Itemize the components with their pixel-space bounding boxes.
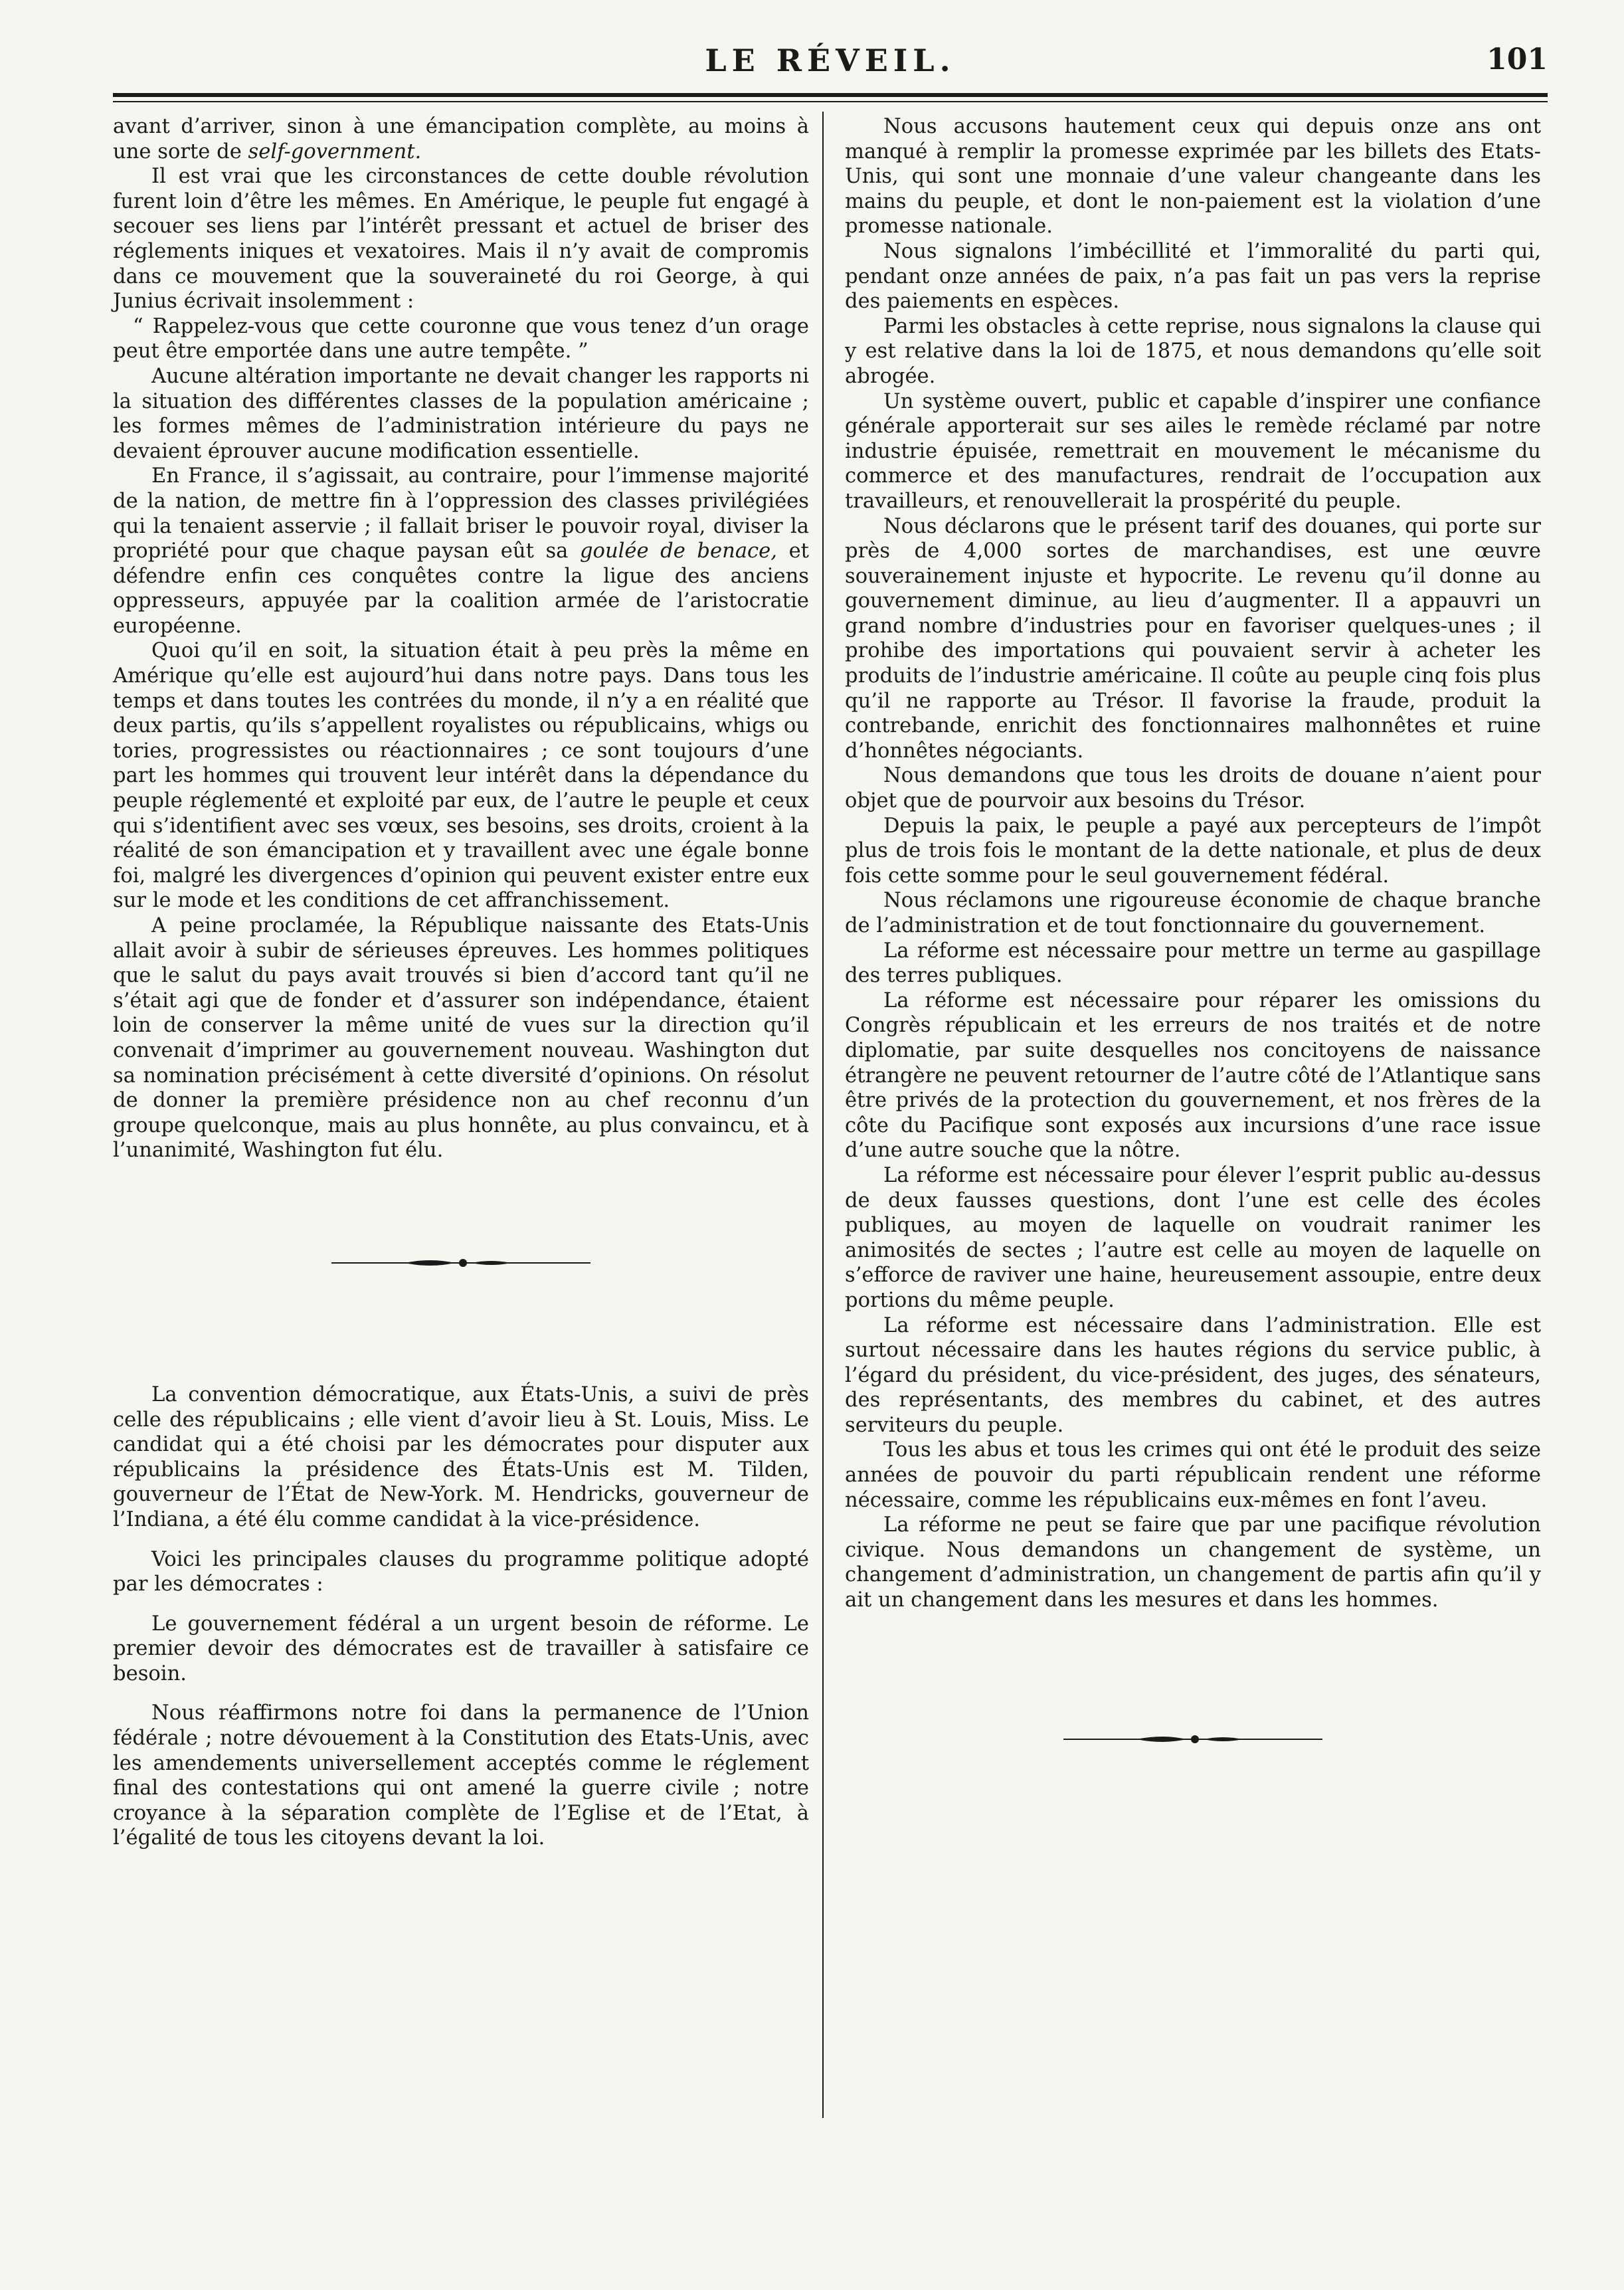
paragraph: Nous réaffirmons notre foi dans la permanence de l’Union fédérale ; notre dévouement à la Constitution des Etats-Unis, avec les amendements universellement acceptés comme le réglement final des contestations qui ont amené la guerre civile ; notre croyance à la séparation complète de l’Eglise et de l’Etat, à l’égalité de tous les citoyens devant la loi. bbox=[113, 1701, 809, 1850]
paragraph: avant d’arriver, sinon à une émancipation complète, au moins à une sorte de self-government. bbox=[113, 115, 809, 163]
section-ornament bbox=[331, 1256, 590, 1270]
paragraph: Le gouvernement fédéral a un urgent besoin de réforme. Le premier devoir des démocrates est de travailler à satisfaire ce besoin. bbox=[113, 1612, 809, 1685]
header-rule-thick bbox=[113, 93, 1548, 97]
column-divider bbox=[822, 112, 824, 2118]
paragraph: Nous demandons que tous les droits de douane n’aient pour objet que de pourvoir aux besoins du Trésor. bbox=[845, 764, 1541, 813]
paragraph: La réforme ne peut se faire que par une pacifique révolution civique. Nous demandons un changement de système, un changement d’administration, un changement de partis afin qu’il y ait un changement dans les mesures et dans les hommes. bbox=[845, 1513, 1541, 1612]
paragraph: La réforme est nécessaire pour mettre un terme au gaspillage des terres publiques. bbox=[845, 939, 1541, 988]
paragraph: Parmi les obstacles à cette reprise, nous signalons la clause qui y est relative dans la loi de 1875, et nous demandons qu’elle soit abrogée. bbox=[845, 314, 1541, 388]
end-ornament bbox=[1063, 1733, 1322, 1746]
left-column bbox=[113, 114, 809, 1851]
paragraph: Nous signalons l’imbécillité et l’immoralité du parti qui, pendant onze années de paix, n’a pas fait un pas vers la reprise des paiements en espèces. bbox=[845, 239, 1541, 314]
paragraph: Tous les abus et tous les crimes qui ont été le produit des seize années de pouvoir du parti républicain rendent une réforme nécessaire, comme les républicains eux-mêmes en font l’aveu. bbox=[845, 1438, 1541, 1512]
paragraph: Il est vrai que les circonstances de cette double révolution furent loin d’être les mêmes. En Amérique, le peuple fut engagé à secouer ses liens par l’intérêt pressant et actuel de briser des réglements iniques et vexatoires. Mais il n’y avait de compromis dans ce mouvement que la souveraineté du roi George, à qui Junius écrivait insolemment : bbox=[113, 165, 809, 314]
journal-title: LE RÉVEIL. bbox=[705, 43, 956, 78]
paragraph: Quoi qu’il en soit, la situation était à peu près la même en Amérique qu’elle est aujourd’hui dans notre pays. Dans tous les temps et dans toutes les contrées du monde, il n’y a en réalité que deux partis, qu’ils s’appellent royalistes ou républicains, whigs ou tories, progressistes ou réactionnaires ; ce sont toujours d’une part les hommes qui trouvent leur intérêt dans la dépendance du peuple réglementé et exploité par eux, de l’autre le peuple et ceux qui s’identifient avec ses vœux, ses besoins, ses droits, croient à la réalité de son émancipation et y travaillent avec une égale bonne foi, malgré les divergences d’opinion qui peuvent exister entre eux sur le mode et les conditions de cet affranchissement. bbox=[113, 639, 809, 913]
paragraph: La réforme est nécessaire dans l’administration. Elle est surtout nécessaire dans les hautes régions du service public, à l’égard du président, du vice-président, des juges, des sénateurs, des représentants, des membres du cabinet, et des autres serviteurs du peuple. bbox=[845, 1313, 1541, 1437]
paragraph: En France, il s’agissait, au contraire, pour l’immense majorité de la nation, de mettre fin à l’oppression des classes privilégiées qui la tenaient asservie ; il fallait briser le pouvoir royal, diviser la propriété pour que chaque paysan eût sa goulée de benace, et défendre enfin ces conquêtes contre la ligue des anciens oppresseurs, appuyée par la coalition armée de l’aristocratie européenne. bbox=[113, 464, 809, 638]
paragraph: Nous déclarons que le présent tarif des douanes, qui porte sur près de 4,000 sortes de marchandises, est une œuvre souverainement injuste et hypocrite. Le revenu qu’il donne au gouvernement diminue, au lieu d’augmenter. Il a appauvri un grand nombre d’industries pour en favoriser quelques-unes ; il prohibe des importations qui pouvaient servir à acheter les produits de l’industrie américaine. Il coûte au peuple cinq fois plus qu’il ne rapporte au Trésor. Il favorise la fraude, produit la contrebande, enrichit des fonctionnaires malhonnêtes et ruine d’honnêtes négociants. bbox=[845, 514, 1541, 763]
paragraph: Un système ouvert, public et capable d’inspirer une confiance générale apporterait sur ses ailes le remède réclamé par notre industrie épuisée, remettrait en mouvement le mécanisme du commerce et des manufactures, rendrait de l’occupation aux travailleurs, et renouvellerait la prospérité du peuple. bbox=[845, 389, 1541, 513]
right-column bbox=[845, 114, 1541, 1746]
paragraph: Nous accusons hautement ceux qui depuis onze ans ont manqué à remplir la promesse exprimée par les billets des Etats-Unis, qui sont une monnaie d’une valeur changeante dans les mains du peuple, et dont le non-paiement est la violation d’une promesse nationale. bbox=[845, 115, 1541, 239]
paragraph: Depuis la paix, le peuple a payé aux percepteurs de l’impôt plus de trois fois le montant de la dette nationale, et plus de deux fois cette somme pour le seul gouvernement fédéral. bbox=[845, 814, 1541, 888]
quotation: “ Rappelez-vous que cette couronne que vous tenez d’un orage peut être emportée dans une autre tempête. ” bbox=[113, 314, 809, 363]
paragraph: Nous réclamons une rigoureuse économie de chaque branche de l’administration et de tout fonctionnaire du gouvernement. bbox=[845, 889, 1541, 937]
header-rule-thin bbox=[113, 101, 1548, 102]
page-number: 101 bbox=[1487, 43, 1548, 76]
running-head bbox=[113, 33, 1548, 93]
paragraph: A peine proclamée, la République naissante des Etats-Unis allait avoir à subir de sérieuses épreuves. Les hommes politiques que le salut du pays avait trouvés si bien d’accord tant qu’il ne s’était agi que de fonder et d’assurer son indépendance, étaient loin de conserver la même unité de vues sur la direction qu’il convenait d’imprimer au gouvernement nouveau. Washington dut sa nomination précisément à cette diversité d’opinions. On résolut de donner la première présidence non au chef reconnu d’un groupe quelconque, mais au plus honnête, au plus convaincu, et à l’unanimité, Washington fut élu. bbox=[113, 914, 809, 1163]
paragraph: La réforme est nécessaire pour élever l’esprit public au-dessus de deux fausses questions, dont l’une est celle des écoles publiques, au moyen de laquelle on voudrait ranimer les animosités de sectes ; l’autre est celle au moyen de laquelle on s’efforce de raviver une haine, heureusement assoupie, entre deux portions du même peuple. bbox=[845, 1163, 1541, 1312]
paragraph: Aucune altération importante ne devait changer les rapports ni la situation des différentes classes de la population américaine ; les formes mêmes de l’administration intérieure du pays ne devaient éprouver aucune modification essentielle. bbox=[113, 364, 809, 463]
paragraph: La convention démocratique, aux États-Unis, a suivi de près celle des républicains ; elle vient d’avoir lieu à St. Louis, Miss. Le candidat qui a été choisi par les démocrates pour disputer aux républicains la présidence des États-Unis est M. Tilden, gouverneur de l’État de New-York. M. Hendricks, gouverneur de l’Indiana, a été élu comme candidat à la vice-présidence. bbox=[113, 1383, 809, 1531]
paragraph: Voici les principales clauses du programme politique adopté par les démocrates : bbox=[113, 1547, 809, 1596]
paragraph: La réforme est nécessaire pour réparer les omissions du Congrès républicain et les erreurs de nos traités et de notre diplomatie, par suite desquelles nos concitoyens de naissance étrangère ne peuvent retourner de l’autre côté de l’Atlantique sans être privés de la protection du gouvernement, et nos frères de la côte du Pacifique sont exposés aux incursions d’une race issue d’une autre souche que la nôtre. bbox=[845, 989, 1541, 1163]
